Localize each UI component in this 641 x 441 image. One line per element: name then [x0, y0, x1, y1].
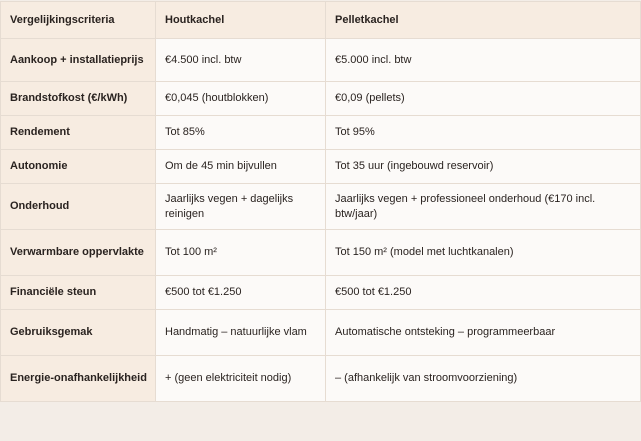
pellet-value-cell: €5.000 incl. btw — [326, 39, 641, 82]
pellet-value-cell: Automatische ontsteking – programmeerbaar — [326, 310, 641, 356]
criterion-cell: Gebruiksgemak — [1, 310, 156, 356]
table-row — [1, 356, 641, 402]
table-row — [1, 310, 641, 356]
wood-value-cell: Jaarlijks vegen + dagelijks reinigen — [156, 184, 326, 230]
criterion-cell: Brandstofkost (€/kWh) — [1, 82, 156, 116]
table-row — [1, 184, 641, 230]
table-row — [1, 230, 641, 276]
header-pellet-stove: Pelletkachel — [326, 2, 641, 39]
criterion-cell: Verwarmbare oppervlakte — [1, 230, 156, 276]
wood-value-cell: Tot 85% — [156, 116, 326, 150]
header-wood-stove: Houtkachel — [156, 2, 326, 39]
pellet-value-cell: €0,09 (pellets) — [326, 82, 641, 116]
wood-value-cell: €500 tot €1.250 — [156, 276, 326, 310]
pellet-value-cell: Jaarlijks vegen + professioneel onderhoud (€170 incl. btw/jaar) — [326, 184, 641, 230]
wood-value-cell: €4.500 incl. btw — [156, 39, 326, 82]
criterion-cell: Rendement — [1, 116, 156, 150]
table-row — [1, 276, 641, 310]
pellet-value-cell: €500 tot €1.250 — [326, 276, 641, 310]
criterion-cell: Financiële steun — [1, 276, 156, 310]
wood-value-cell: €0,045 (houtblokken) — [156, 82, 326, 116]
criterion-cell: Onderhoud — [1, 184, 156, 230]
pellet-value-cell: – (afhankelijk van stroomvoorziening) — [326, 356, 641, 402]
pellet-value-cell: Tot 150 m² (model met luchtkanalen) — [326, 230, 641, 276]
criterion-cell: Aankoop + installatieprijs — [1, 39, 156, 82]
wood-value-cell: Om de 45 min bijvullen — [156, 150, 326, 184]
pellet-value-cell: Tot 95% — [326, 116, 641, 150]
table-row — [1, 39, 641, 82]
pellet-value-cell: Tot 35 uur (ingebouwd reservoir) — [326, 150, 641, 184]
wood-value-cell: + (geen elektriciteit nodig) — [156, 356, 326, 402]
wood-value-cell: Handmatig – natuurlijke vlam — [156, 310, 326, 356]
table-row — [1, 116, 641, 150]
table-row — [1, 82, 641, 116]
comparison-table — [0, 1, 641, 402]
table-header-row — [1, 2, 641, 39]
criterion-cell: Autonomie — [1, 150, 156, 184]
wood-value-cell: Tot 100 m² — [156, 230, 326, 276]
table-row — [1, 150, 641, 184]
criterion-cell: Energie-onafhankelijkheid — [1, 356, 156, 402]
header-criteria: Vergelijkingscriteria — [1, 2, 156, 39]
